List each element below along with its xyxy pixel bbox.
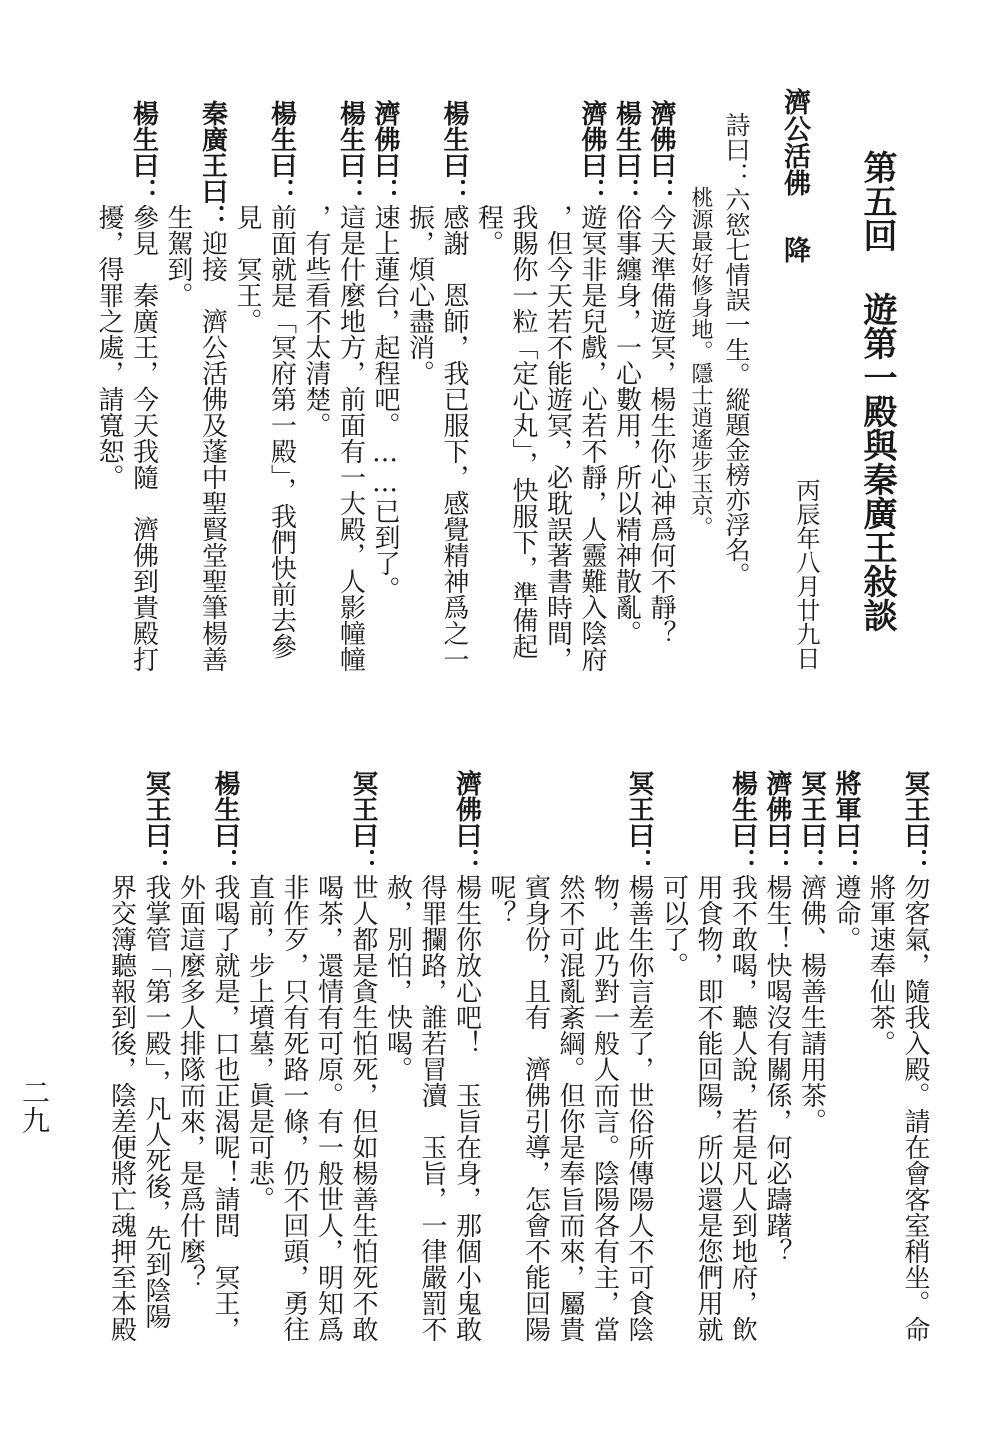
speaker-label: 楊生曰： — [335, 100, 366, 204]
speaker-label: 楊生曰： — [727, 770, 758, 874]
dialogue-text: ，有些看不太清楚。 — [301, 204, 331, 438]
poem-line-2: 桃源最好修身地。隱士逍遙步玉京。 — [688, 186, 713, 538]
dialogue-text: 物，此乃對一般人而言。陰陽各有主，當 — [589, 874, 620, 1342]
dialogue-text: 俗事纏身，一心數用，所以精神散亂。 — [611, 204, 642, 646]
dialogue-text: 我不敢喝，聽人說，若是凡人到地府，飲 — [727, 874, 758, 1342]
dialogue-text: 楊生！快喝沒有關係，何必躊躇？ — [762, 874, 792, 1264]
text-column — [234, 100, 260, 334]
dialogue-text: 直前，步上墳墓，眞是可悲。 — [244, 874, 275, 1212]
chapter-title — [857, 150, 897, 632]
dialogue-text: 我賜你一粒「定心丸」，快服下，準備起 — [508, 204, 538, 659]
text-column — [833, 770, 859, 952]
speaker-label: 濟佛曰： — [577, 100, 607, 204]
dialogue-text: 外面這麼多人排隊而來，是爲什麼？ — [175, 874, 206, 1290]
text-column — [796, 770, 827, 1134]
text-column — [244, 770, 275, 1212]
speaker-label: 冥王曰： — [796, 770, 827, 874]
chapter-number: 第五回 — [857, 150, 897, 252]
text-column — [441, 100, 467, 672]
dialogue-text: 楊生你放心吧！ 玉旨在身，那個小鬼敢 — [451, 874, 482, 1342]
dialogue-text: 非作歹，只有死路一條，仍不回頭，勇往 — [279, 874, 309, 1342]
text-column — [128, 100, 159, 672]
speaker-label: 楊生曰： — [266, 100, 297, 204]
dialogue-text: 得罪攔路，誰若冒瀆 玉旨，一律嚴罰不 — [417, 874, 447, 1342]
speaker-label: 冥王曰： — [624, 770, 654, 874]
dialogue-text: 遊冥非是兒戲，心若不靜，人靈難入陰府 — [577, 204, 607, 672]
dialogue-text: 速上蓮台，起程吧。……已到了。 — [370, 204, 400, 602]
speaker-label: 楊生曰： — [210, 770, 240, 874]
text-column — [143, 770, 169, 1329]
dialogue-text: 參見 秦廣王，今天我隨 濟佛到貴殿打 — [128, 204, 159, 672]
text-column — [542, 100, 573, 672]
deity-label: 濟公活佛 — [779, 88, 810, 196]
dialogue-text: 這是什麼地方，前面有一大殿，人影幢幢 — [335, 204, 366, 672]
text-column — [404, 100, 435, 386]
text-column — [303, 100, 329, 438]
dialogue-text: 迎接 濟公活佛及蓬中聖賢堂聖筆楊善 — [197, 230, 228, 672]
dialogue-text: 將軍速奉仙茶。 — [865, 874, 896, 1056]
text-column — [473, 100, 504, 256]
dialogue-text: 喝茶，還情有可原。有一般世人，明知爲 — [313, 874, 344, 1342]
text-column — [764, 770, 790, 1264]
text-column — [865, 770, 896, 1056]
dialogue-text: 我掌管「第一殿」，凡人死後，先到陰陽 — [141, 874, 171, 1329]
dialogue-text: 程。 — [473, 204, 504, 256]
text-column — [165, 100, 191, 308]
speaker-label: 濟佛曰： — [762, 770, 792, 874]
text-column — [520, 770, 551, 1342]
text-column — [611, 100, 642, 646]
text-column — [419, 770, 445, 1342]
text-column — [579, 100, 605, 672]
text-column — [902, 770, 928, 1342]
dialogue-text: 我喝了就是，口也正渴呢！請問 冥王， — [210, 874, 240, 1342]
speaker-label: 冥王曰： — [900, 770, 930, 874]
dialogue-text: 見 冥王。 — [232, 204, 262, 334]
dialogue-text: 界交簿聽報到後，陰差便將亡魂押至本殿 — [106, 874, 137, 1342]
text-column — [212, 770, 238, 1342]
dialogue-text: 今天準備遊冥，楊生你心神爲何不靜？ — [646, 204, 676, 646]
dialogue-text: 然不可混亂紊綱。但你是奉旨而來，屬貴 — [555, 874, 585, 1342]
speaker-label: 將軍曰： — [831, 770, 861, 874]
text-column — [727, 770, 758, 1342]
dialogue-text: ，但今天若不能遊冥，必耽誤著書時間， — [542, 204, 573, 672]
speaker-label: 冥王曰： — [141, 770, 171, 874]
speaker-label: 濟佛曰： — [646, 100, 676, 204]
dialogue-text: 濟佛、楊善生請用茶。 — [796, 874, 827, 1134]
dialogue-text: 可以了。 — [658, 874, 689, 978]
text-column — [350, 770, 376, 1342]
dialogue-text: 振，煩心盡消。 — [404, 204, 435, 386]
dialogue-text: 遵命。 — [831, 874, 861, 952]
text-column — [281, 770, 307, 1342]
text-column — [648, 100, 674, 646]
dialogue-text: 感謝 恩師，我已服下，感覺精神爲之一 — [439, 204, 469, 672]
speaker-label: 楊生曰： — [611, 100, 642, 204]
text-column — [96, 100, 122, 490]
dialogue-text: 前面就是「冥府第一殿」，我們快前去參 — [266, 204, 297, 659]
text-column — [313, 770, 344, 1342]
page-number: 二九 — [18, 1078, 51, 1134]
poem-line-1: 詩曰：六慾七情誤一生。縱題金榜亦浮名。 — [722, 112, 751, 587]
dialogue-text: 擾，得罪之處，請寬恕。 — [94, 204, 124, 490]
text-column — [557, 770, 583, 1342]
text-column — [382, 770, 413, 1082]
text-column — [175, 770, 206, 1290]
deity-suffix: 降 — [779, 236, 810, 263]
speaker-label: 秦廣王曰： — [197, 100, 228, 230]
text-column — [335, 100, 366, 672]
text-column — [451, 770, 482, 1342]
text-column — [372, 100, 398, 602]
dialogue-text: 世人都是貪生怕死，但如楊善生怕死不敢 — [348, 874, 378, 1342]
chapter-name: 遊第一殿與秦廣王敍談 — [857, 292, 897, 632]
text-column — [626, 770, 652, 1342]
deity-name — [781, 88, 808, 263]
text-column — [589, 770, 620, 1342]
speaker-label: 濟佛曰： — [370, 100, 400, 204]
dialogue-text: 呢？ — [486, 874, 516, 926]
dialogue-text: 生駕到。 — [163, 204, 193, 308]
text-column — [488, 770, 514, 926]
dialogue-text: 賓身份，且有 濟佛引導，怎會不能回陽 — [520, 874, 551, 1342]
speaker-label: 楊生曰： — [128, 100, 159, 204]
dialogue-text: 勿客氣，隨我入殿。請在會客室稍坐。命 — [900, 874, 930, 1342]
text-column — [197, 100, 228, 672]
speaker-label: 楊生曰： — [439, 100, 469, 204]
text-column — [695, 770, 721, 1342]
date-line: 丙辰年八月廿九日 — [792, 478, 820, 670]
dialogue-text: 赦，別怕，快喝。 — [382, 874, 413, 1082]
dialogue-text: 用食物，即不能回陽，所以還是您們用就 — [693, 874, 723, 1342]
text-column — [106, 770, 137, 1342]
text-column — [510, 100, 536, 659]
text-column — [658, 770, 689, 978]
dialogue-text: 楊善生你言差了，世俗所傳陽人不可食陰 — [624, 874, 654, 1342]
text-column — [266, 100, 297, 659]
speaker-label: 冥王曰： — [348, 770, 378, 874]
speaker-label: 濟佛曰： — [451, 770, 482, 874]
